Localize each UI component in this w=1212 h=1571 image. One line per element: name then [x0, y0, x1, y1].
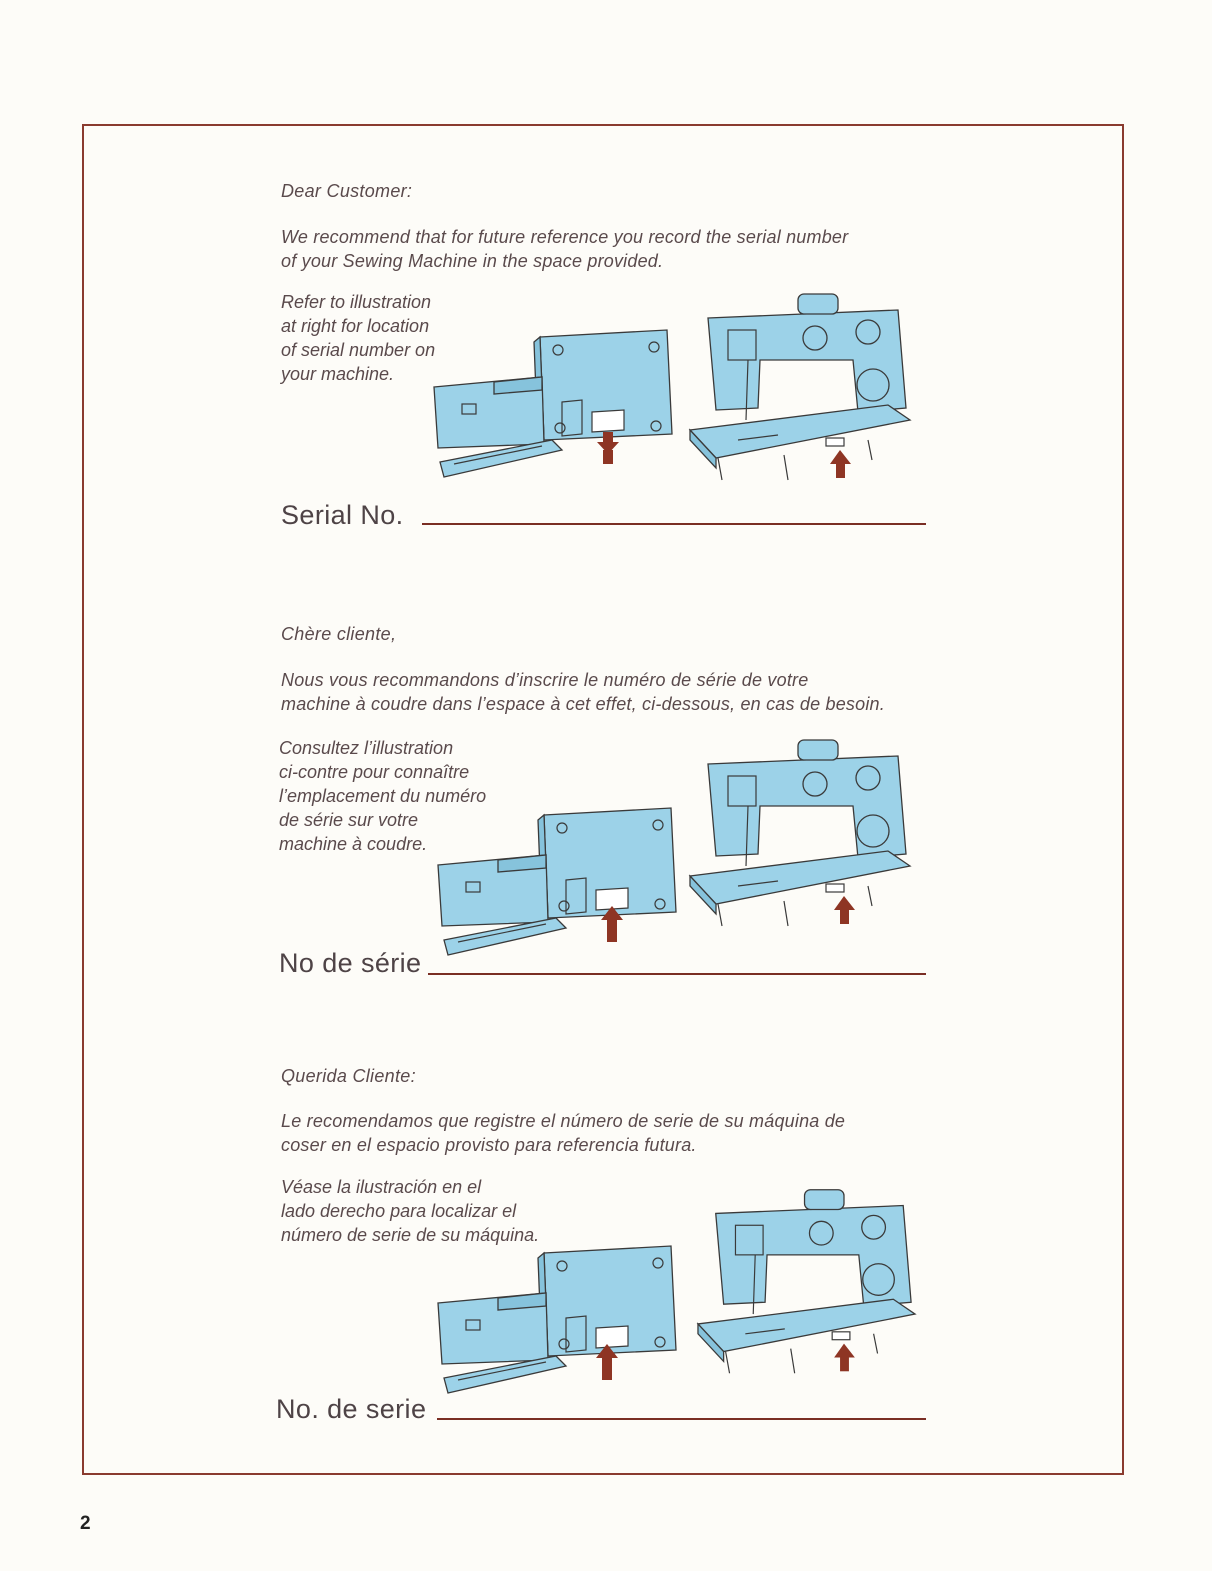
serial-number-label: Serial No. [281, 500, 404, 530]
refer-text: Refer to illustration at right for location of serial number on your machine. [281, 292, 436, 384]
machine-back-illustration [436, 800, 686, 960]
sewing-machine-illustration [688, 290, 913, 485]
paragraph-line: Nous vous recommandons d’inscrire le numéro de série de votre [281, 670, 809, 690]
sewing-machine-illustration [696, 1182, 918, 1382]
intro-paragraph [281, 1109, 921, 1157]
serial-number-field[interactable] [437, 1418, 926, 1420]
paragraph-line: machine à coudre dans l’espace à cet effet, ci-dessous, en cas de besoin. [281, 694, 885, 714]
machine-back-illustration [432, 322, 682, 482]
serial-number-field[interactable] [422, 523, 926, 525]
page-number: 2 [80, 1513, 91, 1534]
greeting: Chère cliente, [281, 624, 397, 644]
paragraph-line: Le recomendamos que registre el número de serie de su máquina de [281, 1111, 846, 1131]
paragraph-line: coser en el espacio provisto para referencia futura. [281, 1135, 697, 1155]
paragraph-line: of your Sewing Machine in the space provided. [281, 251, 664, 271]
serial-number-field[interactable] [428, 973, 926, 975]
paragraph-line: We recommend that for future reference you record the serial number [281, 227, 849, 247]
refer-text: Consultez l’illustration ci-contre pour connaître l’emplacement du numéro de série sur votre machine à coudre. [279, 738, 487, 854]
greeting: Querida Cliente: [281, 1066, 416, 1086]
refer-text: Véase la ilustración en el lado derecho para localizar el número de serie de su máquina. [281, 1177, 540, 1245]
intro-paragraph [281, 225, 921, 273]
intro-paragraph [281, 668, 931, 716]
sewing-machine-illustration [688, 736, 913, 931]
serial-number-label: No. de serie [276, 1394, 427, 1424]
serial-number-label: No de série [279, 948, 422, 978]
greeting: Dear Customer: [281, 181, 413, 201]
machine-back-illustration [436, 1238, 686, 1398]
